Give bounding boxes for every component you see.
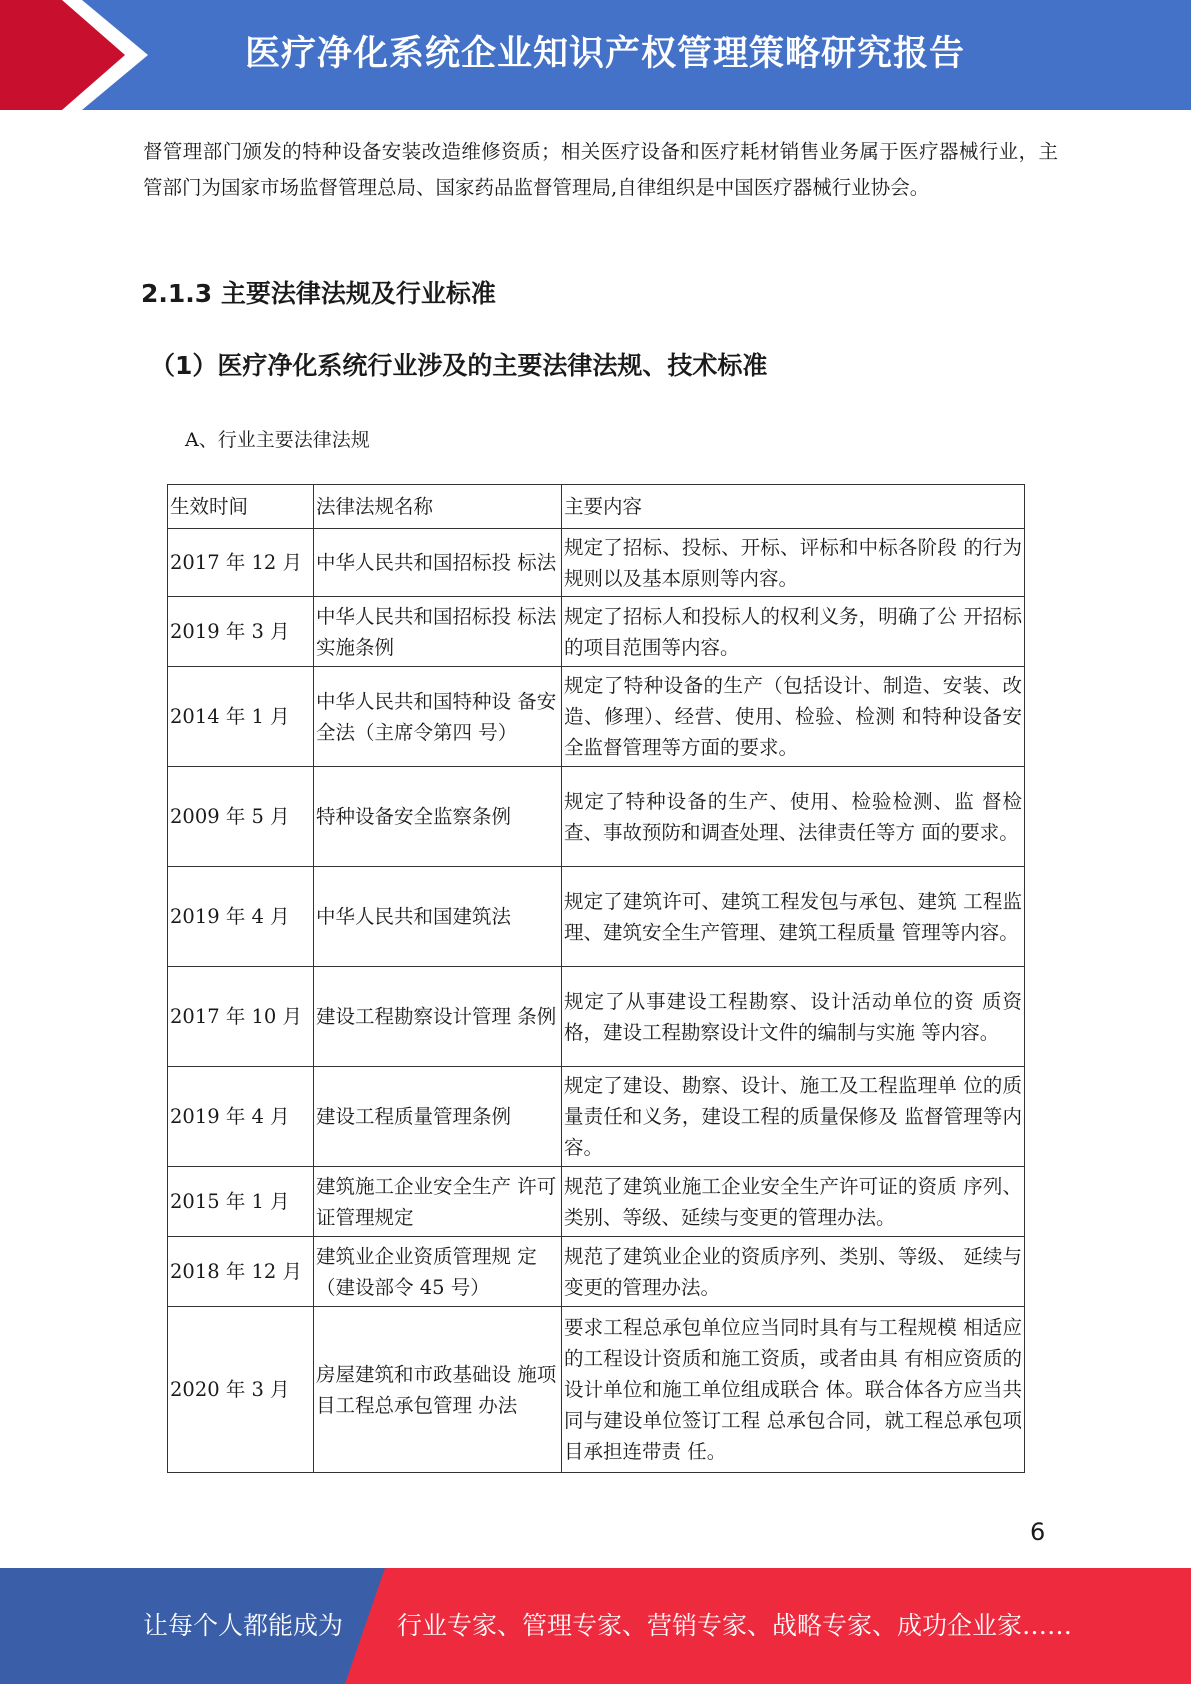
cell-name: 特种设备安全监察条例 <box>314 767 562 867</box>
table-row <box>168 1067 1025 1167</box>
table-row <box>168 667 1025 767</box>
footer-slogan-right: 行业专家、管理专家、营销专家、战略专家、成功企业家…… <box>397 1611 1073 1640</box>
cell-name: 中华人民共和国建筑法 <box>314 867 562 967</box>
cell-name: 建筑施工企业安全生产 许可证管理规定 <box>314 1167 562 1237</box>
column-header-name: 法律法规名称 <box>314 485 562 529</box>
cell-name: 中华人民共和国特种设 备安全法（主席令第四 号） <box>314 667 562 767</box>
table-row <box>168 767 1025 867</box>
table-row <box>168 867 1025 967</box>
report-title: 医疗净化系统企业知识产权管理策略研究报告 <box>245 34 966 74</box>
cell-content: 要求工程总承包单位应当同时具有与工程规模 相适应的工程设计资质和施工资质，或者由具 有相应资质的设计单位和施工单位组成联合 体。联合体各方应当共同与建设单位签订工程 总承包合同，就工程总承包项目承担连带责 任。 <box>562 1307 1025 1473</box>
cell-date: 2019 年 3 月 <box>168 597 314 667</box>
report-header <box>0 0 1191 110</box>
report-footer <box>0 1568 1191 1684</box>
table-row <box>168 597 1025 667</box>
table-header-row <box>168 485 1025 529</box>
section-heading: 2.1.3 主要法律法规及行业标准 <box>141 279 496 308</box>
cell-content: 规定了建设、勘察、设计、施工及工程监理单 位的质量责任和义务，建设工程的质量保修及 监督管理等内容。 <box>562 1067 1025 1167</box>
cell-name: 建筑业企业资质管理规 定（建设部令 45 号） <box>314 1237 562 1307</box>
cell-date: 2017 年 10 月 <box>168 967 314 1067</box>
cell-content: 规定了特种设备的生产（包括设计、制造、安装、改造、修理）、经营、使用、检验、检测 和特种设备安全监督管理等方面的要求。 <box>562 667 1025 767</box>
table-row <box>168 967 1025 1067</box>
page-number: 6 <box>1030 1518 1046 1546</box>
column-header-content: 主要内容 <box>562 485 1025 529</box>
table-caption: A、行业主要法律法规 <box>185 429 370 451</box>
table-row <box>168 1307 1025 1473</box>
column-header-date: 生效时间 <box>168 485 314 529</box>
cell-date: 2018 年 12 月 <box>168 1237 314 1307</box>
cell-content: 规定了特种设备的生产、使用、检验检测、监 督检查、事故预防和调查处理、法律责任等方 面的要求。 <box>562 767 1025 867</box>
intro-paragraph: 督管理部门颁发的特种设备安装改造维修资质；相关医疗设备和医疗耗材销售业务属于医疗器械行业，主管部门为国家市场监督管理总局、国家药品监督管理局,自律组织是中国医疗器械行业协会。 <box>143 140 1058 199</box>
cell-content: 规范了建筑业企业的资质序列、类别、等级、 延续与变更的管理办法。 <box>562 1237 1025 1307</box>
cell-date: 2019 年 4 月 <box>168 1067 314 1167</box>
cell-name: 建设工程质量管理条例 <box>314 1067 562 1167</box>
cell-date: 2009 年 5 月 <box>168 767 314 867</box>
table-row <box>168 529 1025 597</box>
table-row <box>168 1237 1025 1307</box>
cell-content: 规范了建筑业施工企业安全生产许可证的资质 序列、类别、等级、延续与变更的管理办法。 <box>562 1167 1025 1237</box>
cell-date: 2020 年 3 月 <box>168 1307 314 1473</box>
cell-name: 房屋建筑和市政基础设 施项目工程总承包管理 办法 <box>314 1307 562 1473</box>
cell-content: 规定了招标人和投标人的权利义务，明确了公 开招标的项目范围等内容。 <box>562 597 1025 667</box>
cell-date: 2019 年 4 月 <box>168 867 314 967</box>
cell-content: 规定了建筑许可、建筑工程发包与承包、建筑 工程监理、建筑安全生产管理、建筑工程质量 管理等内容。 <box>562 867 1025 967</box>
cell-date: 2015 年 1 月 <box>168 1167 314 1237</box>
subsection-heading: （1）医疗净化系统行业涉及的主要法律法规、技术标准 <box>150 351 768 380</box>
cell-name: 中华人民共和国招标投 标法实施条例 <box>314 597 562 667</box>
cell-content: 规定了招标、投标、开标、评标和中标各阶段 的行为规则以及基本原则等内容。 <box>562 529 1025 597</box>
cell-name: 中华人民共和国招标投 标法 <box>314 529 562 597</box>
cell-name: 建设工程勘察设计管理 条例 <box>314 967 562 1067</box>
cell-date: 2014 年 1 月 <box>168 667 314 767</box>
cell-content: 规定了从事建设工程勘察、设计活动单位的资 质资格，建设工程勘察设计文件的编制与实施 等内容。 <box>562 967 1025 1067</box>
table-row <box>168 1167 1025 1237</box>
footer-slogan-left: 让每个人都能成为 <box>143 1611 344 1640</box>
laws-table <box>167 484 1025 1473</box>
cell-date: 2017 年 12 月 <box>168 529 314 597</box>
